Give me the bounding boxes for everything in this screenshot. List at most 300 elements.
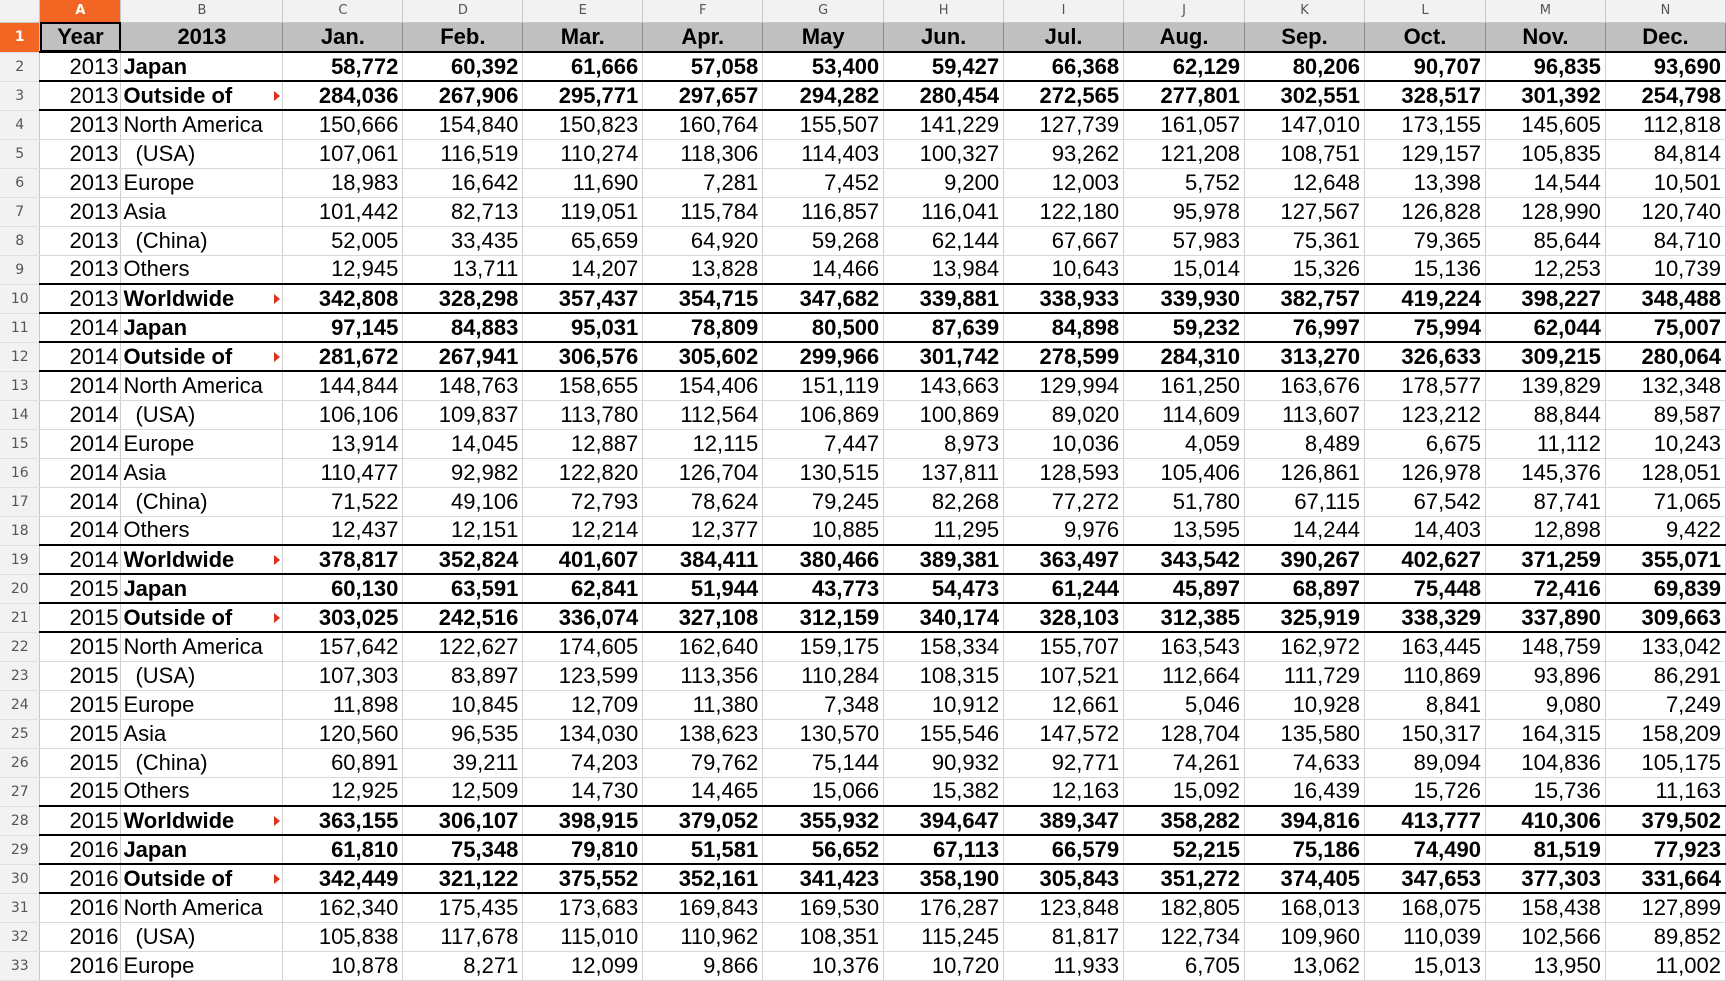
value-cell[interactable]: 84,710 xyxy=(1605,226,1725,255)
value-cell[interactable]: 63,591 xyxy=(403,574,523,603)
value-cell[interactable]: 107,303 xyxy=(283,661,403,690)
value-cell[interactable]: 61,810 xyxy=(283,835,403,864)
value-cell[interactable]: 6,705 xyxy=(1124,951,1245,980)
value-cell[interactable]: 7,452 xyxy=(763,168,884,197)
value-cell[interactable]: 138,623 xyxy=(643,719,763,748)
value-cell[interactable]: 9,976 xyxy=(1004,516,1124,545)
value-cell[interactable]: 384,411 xyxy=(643,545,763,574)
value-cell[interactable]: 173,683 xyxy=(523,893,643,922)
value-cell[interactable]: 14,207 xyxy=(523,255,643,284)
row-header[interactable]: 9 xyxy=(0,255,40,284)
value-cell[interactable]: 7,281 xyxy=(643,168,763,197)
value-cell[interactable]: 294,282 xyxy=(763,81,884,110)
value-cell[interactable]: 13,984 xyxy=(884,255,1004,284)
value-cell[interactable]: 82,713 xyxy=(403,197,523,226)
value-cell[interactable]: 267,941 xyxy=(403,342,523,371)
value-cell[interactable]: 13,062 xyxy=(1245,951,1365,980)
header-cell[interactable]: Oct. xyxy=(1364,22,1485,52)
value-cell[interactable]: 394,647 xyxy=(884,806,1004,835)
value-cell[interactable]: 81,519 xyxy=(1485,835,1605,864)
value-cell[interactable]: 377,303 xyxy=(1485,864,1605,893)
value-cell[interactable]: 67,113 xyxy=(884,835,1004,864)
value-cell[interactable]: 79,245 xyxy=(763,487,884,516)
row-header[interactable]: 27 xyxy=(0,777,40,806)
value-cell[interactable]: 8,973 xyxy=(884,429,1004,458)
value-cell[interactable]: 93,896 xyxy=(1485,661,1605,690)
value-cell[interactable]: 15,326 xyxy=(1245,255,1365,284)
value-cell[interactable]: 10,912 xyxy=(884,690,1004,719)
value-cell[interactable]: 151,119 xyxy=(763,371,884,400)
value-cell[interactable]: 326,633 xyxy=(1364,342,1485,371)
value-cell[interactable]: 113,356 xyxy=(643,661,763,690)
value-cell[interactable]: 299,966 xyxy=(763,342,884,371)
value-cell[interactable]: 13,711 xyxy=(403,255,523,284)
column-header-g[interactable]: G xyxy=(763,0,884,22)
value-cell[interactable]: 11,380 xyxy=(643,690,763,719)
value-cell[interactable]: 90,707 xyxy=(1364,52,1485,81)
region-cell[interactable] xyxy=(121,806,283,835)
value-cell[interactable]: 49,106 xyxy=(403,487,523,516)
header-cell[interactable]: Dec. xyxy=(1605,22,1725,52)
value-cell[interactable]: 280,064 xyxy=(1605,342,1725,371)
value-cell[interactable]: 7,249 xyxy=(1605,690,1725,719)
year-cell[interactable]: 2014 xyxy=(40,516,121,545)
value-cell[interactable]: 81,817 xyxy=(1004,922,1124,951)
row-header[interactable]: 13 xyxy=(0,371,40,400)
value-cell[interactable]: 33,435 xyxy=(403,226,523,255)
value-cell[interactable]: 74,261 xyxy=(1124,748,1245,777)
value-cell[interactable]: 357,437 xyxy=(523,284,643,313)
header-cell[interactable]: Feb. xyxy=(403,22,523,52)
region-cell[interactable] xyxy=(121,690,283,719)
header-cell[interactable]: Aug. xyxy=(1124,22,1245,52)
value-cell[interactable]: 56,652 xyxy=(763,835,884,864)
value-cell[interactable]: 352,161 xyxy=(643,864,763,893)
value-cell[interactable]: 161,057 xyxy=(1124,110,1245,139)
value-cell[interactable]: 13,595 xyxy=(1124,516,1245,545)
value-cell[interactable]: 378,817 xyxy=(283,545,403,574)
value-cell[interactable]: 88,844 xyxy=(1485,400,1605,429)
value-cell[interactable]: 168,075 xyxy=(1364,893,1485,922)
row-header[interactable]: 29 xyxy=(0,835,40,864)
value-cell[interactable]: 113,780 xyxy=(523,400,643,429)
row-header[interactable]: 4 xyxy=(0,110,40,139)
value-cell[interactable]: 43,773 xyxy=(763,574,884,603)
row-header[interactable]: 17 xyxy=(0,487,40,516)
value-cell[interactable]: 123,212 xyxy=(1364,400,1485,429)
row-header[interactable]: 5 xyxy=(0,139,40,168)
value-cell[interactable]: 116,857 xyxy=(763,197,884,226)
value-cell[interactable]: 112,564 xyxy=(643,400,763,429)
value-cell[interactable]: 80,500 xyxy=(763,313,884,342)
value-cell[interactable]: 158,334 xyxy=(884,632,1004,661)
value-cell[interactable]: 398,915 xyxy=(523,806,643,835)
value-cell[interactable]: 75,007 xyxy=(1605,313,1725,342)
value-cell[interactable]: 11,112 xyxy=(1485,429,1605,458)
value-cell[interactable]: 53,400 xyxy=(763,52,884,81)
value-cell[interactable]: 109,837 xyxy=(403,400,523,429)
value-cell[interactable]: 371,259 xyxy=(1485,545,1605,574)
value-cell[interactable]: 363,497 xyxy=(1004,545,1124,574)
value-cell[interactable]: 122,627 xyxy=(403,632,523,661)
row-header[interactable]: 32 xyxy=(0,922,40,951)
value-cell[interactable]: 158,438 xyxy=(1485,893,1605,922)
year-cell[interactable]: 2016 xyxy=(40,951,121,980)
value-cell[interactable]: 4,059 xyxy=(1124,429,1245,458)
value-cell[interactable]: 85,644 xyxy=(1485,226,1605,255)
value-cell[interactable]: 100,869 xyxy=(884,400,1004,429)
column-header-f[interactable]: F xyxy=(643,0,763,22)
row-header[interactable]: 14 xyxy=(0,400,40,429)
value-cell[interactable]: 5,752 xyxy=(1124,168,1245,197)
value-cell[interactable]: 74,490 xyxy=(1364,835,1485,864)
value-cell[interactable]: 60,130 xyxy=(283,574,403,603)
year-cell[interactable]: 2015 xyxy=(40,690,121,719)
select-all-corner[interactable] xyxy=(0,0,40,22)
value-cell[interactable]: 321,122 xyxy=(403,864,523,893)
value-cell[interactable]: 284,036 xyxy=(283,81,403,110)
value-cell[interactable]: 123,599 xyxy=(523,661,643,690)
value-cell[interactable]: 66,579 xyxy=(1004,835,1124,864)
row-header[interactable]: 6 xyxy=(0,168,40,197)
column-header-l[interactable]: L xyxy=(1364,0,1485,22)
value-cell[interactable]: 144,844 xyxy=(283,371,403,400)
value-cell[interactable]: 394,816 xyxy=(1245,806,1365,835)
row-header[interactable]: 30 xyxy=(0,864,40,893)
value-cell[interactable]: 110,869 xyxy=(1364,661,1485,690)
region-cell[interactable] xyxy=(121,632,283,661)
value-cell[interactable]: 379,502 xyxy=(1605,806,1725,835)
value-cell[interactable]: 328,517 xyxy=(1364,81,1485,110)
header-cell[interactable]: 2013 xyxy=(121,22,283,52)
value-cell[interactable]: 119,051 xyxy=(523,197,643,226)
value-cell[interactable]: 312,385 xyxy=(1124,603,1245,632)
value-cell[interactable]: 343,542 xyxy=(1124,545,1245,574)
year-cell[interactable]: 2014 xyxy=(40,458,121,487)
value-cell[interactable]: 297,657 xyxy=(643,81,763,110)
value-cell[interactable]: 182,805 xyxy=(1124,893,1245,922)
value-cell[interactable]: 161,250 xyxy=(1124,371,1245,400)
value-cell[interactable]: 267,906 xyxy=(403,81,523,110)
value-cell[interactable]: 10,036 xyxy=(1004,429,1124,458)
value-cell[interactable]: 126,828 xyxy=(1364,197,1485,226)
region-cell[interactable] xyxy=(121,110,283,139)
value-cell[interactable]: 79,365 xyxy=(1364,226,1485,255)
year-cell[interactable]: 2015 xyxy=(40,603,121,632)
header-cell[interactable]: Nov. xyxy=(1485,22,1605,52)
value-cell[interactable]: 327,108 xyxy=(643,603,763,632)
value-cell[interactable]: 128,593 xyxy=(1004,458,1124,487)
region-cell[interactable] xyxy=(121,313,283,342)
value-cell[interactable]: 354,715 xyxy=(643,284,763,313)
value-cell[interactable]: 173,155 xyxy=(1364,110,1485,139)
year-cell[interactable]: 2014 xyxy=(40,400,121,429)
value-cell[interactable]: 128,990 xyxy=(1485,197,1605,226)
value-cell[interactable]: 337,890 xyxy=(1485,603,1605,632)
value-cell[interactable]: 10,720 xyxy=(884,951,1004,980)
value-cell[interactable]: 13,398 xyxy=(1364,168,1485,197)
value-cell[interactable]: 5,046 xyxy=(1124,690,1245,719)
year-cell[interactable]: 2015 xyxy=(40,719,121,748)
value-cell[interactable]: 13,914 xyxy=(283,429,403,458)
value-cell[interactable]: 39,211 xyxy=(403,748,523,777)
value-cell[interactable]: 305,602 xyxy=(643,342,763,371)
value-cell[interactable]: 110,477 xyxy=(283,458,403,487)
value-cell[interactable]: 87,741 xyxy=(1485,487,1605,516)
value-cell[interactable]: 72,793 xyxy=(523,487,643,516)
value-cell[interactable]: 12,214 xyxy=(523,516,643,545)
value-cell[interactable]: 355,071 xyxy=(1605,545,1725,574)
region-cell[interactable] xyxy=(121,951,283,980)
value-cell[interactable]: 106,869 xyxy=(763,400,884,429)
value-cell[interactable]: 8,489 xyxy=(1245,429,1365,458)
year-cell[interactable]: 2015 xyxy=(40,806,121,835)
year-cell[interactable]: 2016 xyxy=(40,893,121,922)
value-cell[interactable]: 87,639 xyxy=(884,313,1004,342)
region-cell[interactable] xyxy=(121,458,283,487)
value-cell[interactable]: 116,519 xyxy=(403,139,523,168)
column-header-m[interactable]: M xyxy=(1485,0,1605,22)
value-cell[interactable]: 10,243 xyxy=(1605,429,1725,458)
year-cell[interactable]: 2014 xyxy=(40,487,121,516)
value-cell[interactable]: 340,174 xyxy=(884,603,1004,632)
year-cell[interactable]: 2013 xyxy=(40,284,121,313)
value-cell[interactable]: 159,175 xyxy=(763,632,884,661)
header-cell[interactable]: Jul. xyxy=(1004,22,1124,52)
value-cell[interactable]: 59,232 xyxy=(1124,313,1245,342)
value-cell[interactable]: 168,013 xyxy=(1245,893,1365,922)
row-header[interactable]: 26 xyxy=(0,748,40,777)
value-cell[interactable]: 358,190 xyxy=(884,864,1004,893)
value-cell[interactable]: 126,861 xyxy=(1245,458,1365,487)
value-cell[interactable]: 7,348 xyxy=(763,690,884,719)
region-cell[interactable] xyxy=(121,255,283,284)
value-cell[interactable]: 328,103 xyxy=(1004,603,1124,632)
column-header-a[interactable]: A xyxy=(40,0,121,22)
value-cell[interactable]: 162,640 xyxy=(643,632,763,661)
region-cell[interactable] xyxy=(121,777,283,806)
value-cell[interactable]: 339,881 xyxy=(884,284,1004,313)
value-cell[interactable]: 9,866 xyxy=(643,951,763,980)
value-cell[interactable]: 77,272 xyxy=(1004,487,1124,516)
value-cell[interactable]: 93,690 xyxy=(1605,52,1725,81)
value-cell[interactable]: 148,759 xyxy=(1485,632,1605,661)
value-cell[interactable]: 79,762 xyxy=(643,748,763,777)
value-cell[interactable]: 92,982 xyxy=(403,458,523,487)
value-cell[interactable]: 380,466 xyxy=(763,545,884,574)
value-cell[interactable]: 89,020 xyxy=(1004,400,1124,429)
year-cell[interactable]: 2015 xyxy=(40,777,121,806)
value-cell[interactable]: 303,025 xyxy=(283,603,403,632)
value-cell[interactable]: 78,809 xyxy=(643,313,763,342)
value-cell[interactable]: 12,509 xyxy=(403,777,523,806)
value-cell[interactable]: 130,515 xyxy=(763,458,884,487)
value-cell[interactable]: 89,094 xyxy=(1364,748,1485,777)
value-cell[interactable]: 109,960 xyxy=(1245,922,1365,951)
value-cell[interactable]: 413,777 xyxy=(1364,806,1485,835)
value-cell[interactable]: 64,920 xyxy=(643,226,763,255)
value-cell[interactable]: 10,739 xyxy=(1605,255,1725,284)
value-cell[interactable]: 51,581 xyxy=(643,835,763,864)
value-cell[interactable]: 96,835 xyxy=(1485,52,1605,81)
year-cell[interactable]: 2015 xyxy=(40,574,121,603)
region-cell[interactable] xyxy=(121,342,283,371)
value-cell[interactable]: 342,808 xyxy=(283,284,403,313)
value-cell[interactable]: 12,437 xyxy=(283,516,403,545)
value-cell[interactable]: 101,442 xyxy=(283,197,403,226)
region-cell[interactable] xyxy=(121,545,283,574)
value-cell[interactable]: 100,327 xyxy=(884,139,1004,168)
value-cell[interactable]: 154,406 xyxy=(643,371,763,400)
value-cell[interactable]: 15,136 xyxy=(1364,255,1485,284)
value-cell[interactable]: 10,643 xyxy=(1004,255,1124,284)
value-cell[interactable]: 134,030 xyxy=(523,719,643,748)
value-cell[interactable]: 95,978 xyxy=(1124,197,1245,226)
value-cell[interactable]: 122,820 xyxy=(523,458,643,487)
region-cell[interactable] xyxy=(121,139,283,168)
row-header[interactable]: 10 xyxy=(0,284,40,313)
value-cell[interactable]: 157,642 xyxy=(283,632,403,661)
value-cell[interactable]: 10,376 xyxy=(763,951,884,980)
value-cell[interactable]: 390,267 xyxy=(1245,545,1365,574)
value-cell[interactable]: 336,074 xyxy=(523,603,643,632)
value-cell[interactable]: 278,599 xyxy=(1004,342,1124,371)
value-cell[interactable]: 347,653 xyxy=(1364,864,1485,893)
value-cell[interactable]: 52,005 xyxy=(283,226,403,255)
value-cell[interactable]: 12,003 xyxy=(1004,168,1124,197)
value-cell[interactable]: 105,838 xyxy=(283,922,403,951)
row-header[interactable]: 8 xyxy=(0,226,40,255)
selected-cell[interactable]: Year xyxy=(40,22,121,52)
region-cell[interactable] xyxy=(121,835,283,864)
value-cell[interactable]: 163,445 xyxy=(1364,632,1485,661)
row-header[interactable]: 15 xyxy=(0,429,40,458)
value-cell[interactable]: 162,340 xyxy=(283,893,403,922)
value-cell[interactable]: 123,848 xyxy=(1004,893,1124,922)
value-cell[interactable]: 108,751 xyxy=(1245,139,1365,168)
region-cell[interactable] xyxy=(121,52,283,81)
year-cell[interactable]: 2013 xyxy=(40,139,121,168)
value-cell[interactable]: 95,031 xyxy=(523,313,643,342)
value-cell[interactable]: 352,824 xyxy=(403,545,523,574)
header-cell[interactable]: Mar. xyxy=(523,22,643,52)
value-cell[interactable]: 12,709 xyxy=(523,690,643,719)
value-cell[interactable]: 130,570 xyxy=(763,719,884,748)
header-cell[interactable]: Sep. xyxy=(1245,22,1365,52)
year-cell[interactable]: 2015 xyxy=(40,632,121,661)
row-header[interactable]: 22 xyxy=(0,632,40,661)
value-cell[interactable]: 117,678 xyxy=(403,922,523,951)
value-cell[interactable]: 284,310 xyxy=(1124,342,1245,371)
value-cell[interactable]: 401,607 xyxy=(523,545,643,574)
year-cell[interactable]: 2013 xyxy=(40,197,121,226)
value-cell[interactable]: 11,295 xyxy=(884,516,1004,545)
value-cell[interactable]: 82,268 xyxy=(884,487,1004,516)
region-cell[interactable] xyxy=(121,661,283,690)
value-cell[interactable]: 126,978 xyxy=(1364,458,1485,487)
header-cell[interactable]: Jun. xyxy=(884,22,1004,52)
column-header-n[interactable]: N xyxy=(1605,0,1725,22)
value-cell[interactable]: 105,406 xyxy=(1124,458,1245,487)
value-cell[interactable]: 280,454 xyxy=(884,81,1004,110)
value-cell[interactable]: 60,392 xyxy=(403,52,523,81)
value-cell[interactable]: 65,659 xyxy=(523,226,643,255)
value-cell[interactable]: 164,315 xyxy=(1485,719,1605,748)
value-cell[interactable]: 242,516 xyxy=(403,603,523,632)
value-cell[interactable]: 110,284 xyxy=(763,661,884,690)
value-cell[interactable]: 143,663 xyxy=(884,371,1004,400)
value-cell[interactable]: 10,845 xyxy=(403,690,523,719)
year-cell[interactable]: 2013 xyxy=(40,110,121,139)
value-cell[interactable]: 341,423 xyxy=(763,864,884,893)
row-header[interactable]: 19 xyxy=(0,545,40,574)
value-cell[interactable]: 113,607 xyxy=(1245,400,1365,429)
value-cell[interactable]: 15,014 xyxy=(1124,255,1245,284)
value-cell[interactable]: 147,572 xyxy=(1004,719,1124,748)
value-cell[interactable]: 62,044 xyxy=(1485,313,1605,342)
value-cell[interactable]: 8,841 xyxy=(1364,690,1485,719)
value-cell[interactable]: 363,155 xyxy=(283,806,403,835)
value-cell[interactable]: 84,883 xyxy=(403,313,523,342)
value-cell[interactable]: 155,507 xyxy=(763,110,884,139)
value-cell[interactable]: 107,061 xyxy=(283,139,403,168)
value-cell[interactable]: 75,348 xyxy=(403,835,523,864)
value-cell[interactable]: 312,159 xyxy=(763,603,884,632)
header-cell[interactable]: May xyxy=(763,22,884,52)
value-cell[interactable]: 12,151 xyxy=(403,516,523,545)
value-cell[interactable]: 305,843 xyxy=(1004,864,1124,893)
value-cell[interactable]: 75,186 xyxy=(1245,835,1365,864)
value-cell[interactable]: 66,368 xyxy=(1004,52,1124,81)
value-cell[interactable]: 141,229 xyxy=(884,110,1004,139)
value-cell[interactable]: 61,666 xyxy=(523,52,643,81)
value-cell[interactable]: 12,163 xyxy=(1004,777,1124,806)
value-cell[interactable]: 89,852 xyxy=(1605,922,1725,951)
year-cell[interactable]: 2016 xyxy=(40,864,121,893)
row-header[interactable]: 11 xyxy=(0,313,40,342)
value-cell[interactable]: 9,200 xyxy=(884,168,1004,197)
row-header[interactable]: 18 xyxy=(0,516,40,545)
value-cell[interactable]: 277,801 xyxy=(1124,81,1245,110)
value-cell[interactable]: 86,291 xyxy=(1605,661,1725,690)
value-cell[interactable]: 150,823 xyxy=(523,110,643,139)
value-cell[interactable]: 139,829 xyxy=(1485,371,1605,400)
value-cell[interactable]: 51,780 xyxy=(1124,487,1245,516)
region-cell[interactable] xyxy=(121,371,283,400)
row-header[interactable]: 2 xyxy=(0,52,40,81)
value-cell[interactable]: 12,925 xyxy=(283,777,403,806)
value-cell[interactable]: 78,624 xyxy=(643,487,763,516)
value-cell[interactable]: 93,262 xyxy=(1004,139,1124,168)
value-cell[interactable]: 133,042 xyxy=(1605,632,1725,661)
value-cell[interactable]: 104,836 xyxy=(1485,748,1605,777)
column-header-k[interactable]: K xyxy=(1245,0,1365,22)
value-cell[interactable]: 7,447 xyxy=(763,429,884,458)
value-cell[interactable]: 301,392 xyxy=(1485,81,1605,110)
value-cell[interactable]: 14,465 xyxy=(643,777,763,806)
value-cell[interactable]: 14,045 xyxy=(403,429,523,458)
value-cell[interactable]: 96,535 xyxy=(403,719,523,748)
value-cell[interactable]: 67,667 xyxy=(1004,226,1124,255)
value-cell[interactable]: 178,577 xyxy=(1364,371,1485,400)
value-cell[interactable]: 339,930 xyxy=(1124,284,1245,313)
value-cell[interactable]: 108,351 xyxy=(763,922,884,951)
row-header[interactable]: 12 xyxy=(0,342,40,371)
value-cell[interactable]: 60,891 xyxy=(283,748,403,777)
value-cell[interactable]: 338,329 xyxy=(1364,603,1485,632)
value-cell[interactable]: 11,933 xyxy=(1004,951,1124,980)
value-cell[interactable]: 155,546 xyxy=(884,719,1004,748)
